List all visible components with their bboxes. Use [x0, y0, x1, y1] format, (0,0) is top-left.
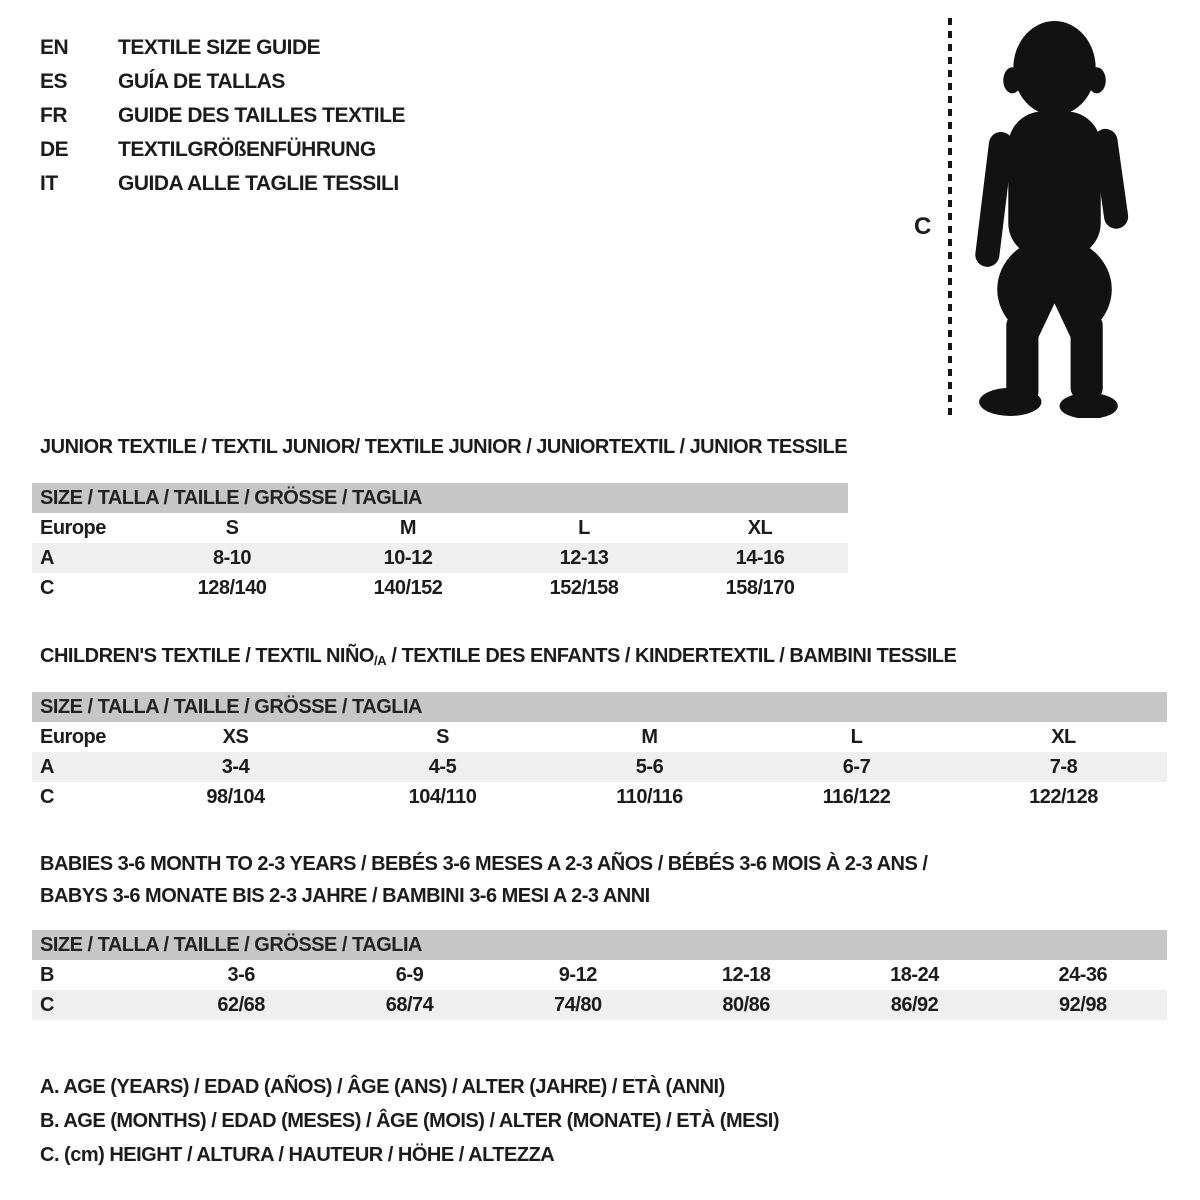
row-label: A: [40, 755, 54, 778]
table-cell: 116/122: [822, 785, 891, 808]
table-cell: 4-5: [428, 755, 457, 778]
table-cell: 98/104: [206, 785, 265, 808]
table-cell: L: [850, 725, 863, 748]
language-code: DE: [40, 138, 69, 161]
table-cell: M: [399, 516, 417, 539]
table-cell: 158/170: [725, 576, 795, 599]
legend-line-b: B. AGE (MONTHS) / EDAD (MESES) / ÂGE (MOIS) / ALTER (MONATE) / ETÀ (MESI): [40, 1110, 780, 1132]
language-row-en: [40, 31, 405, 65]
table-row-age: [32, 752, 1167, 782]
toddler-silhouette-icon: [962, 16, 1142, 418]
table-cell: 12-13: [559, 546, 609, 569]
table-cell: 3-6: [227, 963, 255, 986]
table-row-age: [32, 543, 848, 573]
babies-heading-line2: BABYS 3-6 MONATE BIS 2-3 JAHRE / BAMBINI 3-6 MESI A 2-3 ANNI: [40, 885, 650, 907]
table-cell: 140/152: [373, 576, 443, 599]
babies-section-heading: [40, 848, 927, 912]
language-row-es: [40, 65, 405, 99]
table-cell: 3-4: [221, 755, 250, 778]
table-cell: 62/68: [217, 993, 265, 1016]
babies-size-table: [32, 930, 1167, 1020]
language-title: GUÍA DE TALLAS: [118, 70, 285, 93]
table-row-europe: [32, 722, 1167, 752]
table-row-height: [32, 573, 848, 603]
table-cell: 92/98: [1059, 993, 1107, 1016]
children-section-heading: [40, 645, 956, 668]
junior-size-table: [32, 483, 848, 603]
table-cell: 152/158: [549, 576, 619, 599]
table-cell: XL: [1051, 725, 1076, 748]
table-cell: 128/140: [197, 576, 267, 599]
table-cell: 24-36: [1058, 963, 1108, 986]
table-cell: 14-16: [735, 546, 785, 569]
legend: [40, 1070, 779, 1172]
table-cell: XL: [747, 516, 773, 539]
size-header-band: SIZE / TALLA / TAILLE / GRÖSSE / TAGLIA: [32, 930, 1167, 960]
table-row-months: [32, 960, 1167, 990]
language-title: TEXTILE SIZE GUIDE: [118, 36, 321, 59]
language-row-de: [40, 133, 405, 167]
row-label: B: [40, 963, 54, 986]
table-cell: 6-9: [395, 963, 424, 986]
table-cell: 7-8: [1049, 755, 1078, 778]
table-cell: 74/80: [554, 993, 602, 1016]
language-title: GUIDA ALLE TAGLIE TESSILI: [118, 172, 399, 195]
table-cell: M: [641, 725, 658, 748]
junior-section-heading: JUNIOR TEXTILE / TEXTIL JUNIOR/ TEXTILE JUNIOR / JUNIORTEXTIL / JUNIOR TESSILE: [40, 436, 848, 458]
table-row-europe: [32, 513, 848, 543]
table-row-height: [32, 782, 1167, 812]
table-cell: 86/92: [890, 993, 939, 1016]
table-cell: 6-7: [842, 755, 871, 778]
row-label: Europe: [40, 516, 106, 539]
table-cell: 12-18: [721, 963, 771, 986]
children-heading-subscript: /A: [373, 653, 387, 668]
table-cell: 104/110: [408, 785, 477, 808]
table-cell: L: [578, 516, 590, 539]
table-cell: 68/74: [385, 993, 434, 1016]
table-cell: 8-10: [212, 546, 252, 569]
row-label: C: [40, 785, 54, 808]
table-cell: 9-12: [558, 963, 597, 986]
language-list: [40, 31, 405, 201]
size-header-band: SIZE / TALLA / TAILLE / GRÖSSE / TAGLIA: [32, 483, 848, 513]
language-row-fr: [40, 99, 405, 133]
height-measure-label: C: [914, 213, 931, 240]
language-code: FR: [40, 104, 67, 127]
size-header-band: SIZE / TALLA / TAILLE / GRÖSSE / TAGLIA: [32, 692, 1167, 722]
table-cell: XS: [222, 725, 249, 748]
table-cell: 80/86: [722, 993, 770, 1016]
table-cell: 110/116: [616, 785, 683, 808]
language-code: ES: [40, 70, 68, 93]
row-label: C: [40, 993, 54, 1016]
legend-line-c: C. (cm) HEIGHT / ALTURA / HAUTEUR / HÖHE / ALTEZZA: [40, 1144, 555, 1166]
table-cell: 5-6: [635, 755, 664, 778]
table-cell: 122/128: [1029, 785, 1098, 808]
row-label: C: [40, 576, 54, 599]
table-cell: 18-24: [890, 963, 939, 986]
language-code: IT: [40, 172, 58, 195]
table-cell: S: [225, 516, 239, 539]
children-size-table: [32, 692, 1167, 812]
legend-line-a: A. AGE (YEARS) / EDAD (AÑOS) / ÂGE (ANS) / ALTER (JAHRE) / ETÀ (ANNI): [40, 1076, 725, 1098]
babies-heading-line1: BABIES 3-6 MONTH TO 2-3 YEARS / BEBÉS 3-6 MESES A 2-3 AÑOS / BÉBÉS 3-6 MOIS À 2-3 ANS /: [40, 853, 928, 875]
row-label: A: [40, 546, 54, 569]
table-row-height: [32, 990, 1167, 1020]
table-cell: S: [436, 725, 449, 748]
language-title: GUIDE DES TAILLES TEXTILE: [118, 104, 405, 127]
language-code: EN: [40, 36, 69, 59]
row-label: Europe: [40, 725, 106, 748]
language-title: TEXTILGRÖßENFÜHRUNG: [118, 138, 376, 161]
children-heading-text: / TEXTILE DES ENFANTS / KINDERTEXTIL / BAMBINI TESSILE: [386, 645, 957, 667]
height-measure-dashed-line: [948, 18, 952, 416]
children-heading-text: CHILDREN'S TEXTILE / TEXTIL NIÑO: [40, 645, 374, 667]
table-cell: 10-12: [383, 546, 433, 569]
language-row-it: [40, 167, 405, 201]
